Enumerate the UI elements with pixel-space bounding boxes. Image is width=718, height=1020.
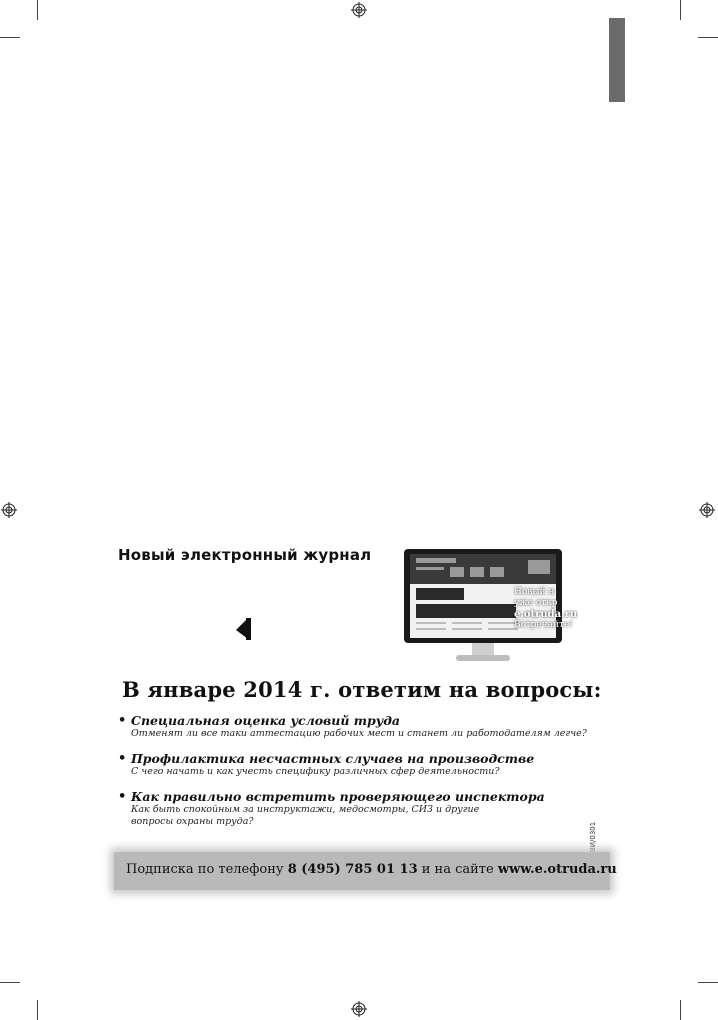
- monitor-base: [456, 655, 510, 661]
- bullet-title: • Специальная оценка условий труда: [131, 713, 401, 728]
- subscribe-prefix: Подписка по телефону: [126, 862, 284, 877]
- crop-mark: [680, 1000, 681, 1020]
- ad-heading: Новый электронный журнал: [118, 546, 372, 564]
- list-item: [118, 752, 598, 778]
- side-code: ВИ/0301: [589, 821, 597, 852]
- screen-overlay-text: [514, 587, 594, 631]
- crop-mark: [698, 37, 718, 38]
- registration-mark-icon: [351, 2, 367, 18]
- crop-mark: [0, 982, 20, 983]
- subscribe-line: [126, 862, 617, 877]
- list-item: [118, 714, 598, 740]
- subscribe-middle: и на сайте: [421, 862, 494, 877]
- main-title: В январе 2014 г. ответим на вопросы:: [122, 677, 602, 702]
- bullet-title: • Как правильно встретить проверяющего инспектора: [131, 789, 545, 804]
- bullet-subtitle: С чего начать и как учесть специфику различных сфер деятельности?: [131, 766, 500, 777]
- screen-line: Встречайте!: [514, 620, 573, 630]
- registration-mark-icon: [1, 502, 17, 518]
- section-tab: [609, 18, 625, 102]
- registration-mark-icon: [351, 1001, 367, 1017]
- screen-line: уже откр: [514, 598, 558, 608]
- crop-mark: [37, 0, 38, 20]
- side-code-wrapper: [589, 822, 597, 852]
- monitor-illustration: [404, 549, 578, 667]
- bullet-subtitle: Отменят ли все таки аттестацию рабочих мест и станет ли работодателям легче?: [131, 728, 587, 739]
- subscribe-band: [114, 852, 617, 890]
- crop-mark: [698, 982, 718, 983]
- screen-line: Новый н: [514, 587, 555, 597]
- crop-mark: [0, 37, 20, 38]
- bullet-title: • Профилактика несчастных случаев на производстве: [131, 751, 535, 766]
- bullet-list: [118, 714, 598, 840]
- list-item: [118, 790, 598, 828]
- subscribe-site: www.e.otruda.ru: [497, 862, 617, 877]
- screen-url: e.otruda.ru: [514, 609, 578, 620]
- pointer-arrow-icon: [234, 617, 252, 641]
- registration-mark-icon: [699, 502, 715, 518]
- monitor-frame: [404, 549, 578, 643]
- subscribe-phone: 8 (495) 785 01 13: [287, 862, 418, 877]
- crop-mark: [680, 0, 681, 20]
- bullet-subtitle: Как быть спокойным за инструктажи, медосмотры, СИЗ и другие вопросы охраны труда?: [131, 804, 480, 827]
- crop-mark: [37, 1000, 38, 1020]
